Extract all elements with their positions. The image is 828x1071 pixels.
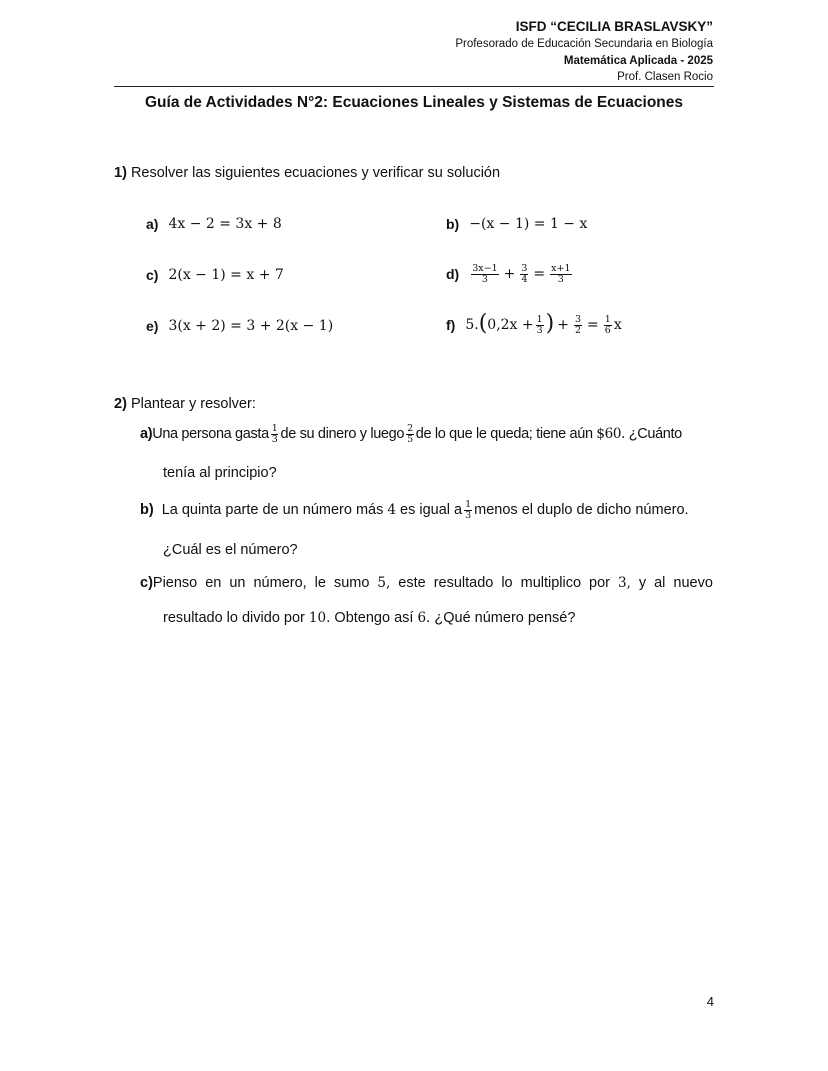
- word: Pienso: [152, 575, 198, 591]
- operator: =: [587, 317, 599, 333]
- word: este: [398, 575, 426, 591]
- question-2-prompt: Plantear y resolver:: [130, 396, 256, 412]
- problem-text: ¿Qué número pensé?: [434, 610, 576, 626]
- fraction: $\frac{1}{3}$: [271, 423, 278, 445]
- equation-prefix: 5.: [465, 317, 479, 333]
- teacher-name: Prof. Clasen Rocio: [617, 71, 713, 83]
- item-label: d): [446, 266, 460, 283]
- word: número,: [253, 575, 307, 591]
- question-1-prompt: Resolver las siguientes ecuaciones y verificar su solución: [130, 165, 501, 181]
- fraction: $\frac{1}{3}$: [465, 499, 472, 521]
- item-label: e): [146, 318, 159, 334]
- fraction: $\frac{3}{4}$: [521, 263, 528, 285]
- problem-a-line-1: [140, 424, 715, 445]
- problem-text: resultado lo divido por: [163, 610, 305, 626]
- equation-inner: 0,2x +: [487, 317, 534, 333]
- fraction: $\frac{3}{2}$: [575, 313, 582, 336]
- item-label: b): [446, 216, 460, 232]
- question-2-number: 2): [114, 396, 127, 412]
- problem-text: de lo que le queda; tiene aún: [415, 426, 593, 443]
- word: 5,: [377, 575, 391, 591]
- problem-a-line-2: tenía al principio?: [163, 465, 277, 481]
- word: 3,: [617, 575, 631, 591]
- problem-b-line-2: ¿Cuál es el número?: [163, 542, 298, 558]
- header-divider: [114, 86, 714, 87]
- equation-text: 3(x + 2) = 3 + 2(x − 1): [168, 318, 334, 334]
- problem-b-line-1: [140, 500, 689, 521]
- equation-b: [446, 216, 587, 232]
- problem-c-line-2: [163, 610, 575, 626]
- item-label: c): [140, 575, 153, 591]
- equation-c: [146, 267, 284, 283]
- word: un: [229, 575, 246, 591]
- problem-text: La quinta parte de un número más: [161, 502, 384, 519]
- word: al: [654, 575, 666, 591]
- problem-text: es igual a: [400, 502, 463, 519]
- program-name: Profesorado de Educación Secundaria en Biología: [455, 38, 713, 50]
- problem-text: Obtengo así: [334, 610, 414, 626]
- question-1-number: 1): [114, 165, 127, 181]
- operator: +: [557, 317, 569, 333]
- word: nuevo: [673, 575, 713, 591]
- word: le: [314, 575, 326, 591]
- problem-text: de su dinero y luego: [280, 426, 405, 443]
- item-label: f): [446, 317, 456, 333]
- equation-e: [146, 318, 333, 334]
- fraction: $\frac{2}{5}$: [407, 423, 413, 445]
- item-label: c): [146, 267, 159, 283]
- word: en: [205, 575, 222, 591]
- page-number: 4: [706, 994, 714, 1009]
- operator: +: [503, 266, 516, 283]
- fraction: $\frac{1}{3}$: [536, 313, 543, 336]
- variable: x: [613, 317, 622, 333]
- right-paren: ): [545, 311, 555, 336]
- word: y: [638, 575, 647, 591]
- word: sumo: [333, 575, 370, 591]
- question-2-heading: [114, 396, 256, 412]
- word: por: [589, 575, 610, 591]
- number: 6.: [417, 610, 431, 626]
- item-label: a): [146, 216, 159, 232]
- left-paren: (: [478, 311, 488, 336]
- problem-text: Una persona gasta: [152, 426, 269, 443]
- word: lo: [501, 575, 513, 591]
- fraction: $\frac{1}{6}$: [604, 313, 611, 336]
- equation-text: 2(x − 1) = x + 7: [168, 267, 284, 283]
- money-amount: $60.: [596, 426, 626, 443]
- item-label: b): [140, 502, 154, 519]
- operator: =: [533, 266, 546, 283]
- equation-text: 4x − 2 = 3x + 8: [168, 216, 282, 232]
- word: resultado: [433, 575, 494, 591]
- subject-name: Matemática Aplicada - 2025: [563, 55, 713, 67]
- equation-text: −(x − 1) = 1 − x: [469, 216, 588, 232]
- item-label: a): [140, 426, 153, 443]
- equation-a: [146, 216, 282, 232]
- fraction: $\frac{3x-1}{3}$: [472, 263, 498, 285]
- equation-f: [446, 311, 622, 336]
- word: multiplico: [520, 575, 582, 591]
- number: 4: [387, 502, 396, 519]
- number: 10.: [308, 610, 331, 626]
- institution-name: ISFD “CECILIA BRASLAVSKY”: [515, 19, 713, 34]
- problem-text: ¿Cuánto: [628, 426, 682, 443]
- problem-text: menos el duplo de dicho número.: [474, 502, 689, 519]
- page-title: Guía de Actividades N°2: Ecuaciones Lineales y Sistemas de Ecuaciones: [144, 94, 683, 111]
- equation-d: [446, 264, 574, 285]
- question-1-heading: [114, 165, 500, 181]
- fraction: $\frac{x+1}{3}$: [551, 263, 571, 285]
- problem-c-line-1: [140, 575, 713, 591]
